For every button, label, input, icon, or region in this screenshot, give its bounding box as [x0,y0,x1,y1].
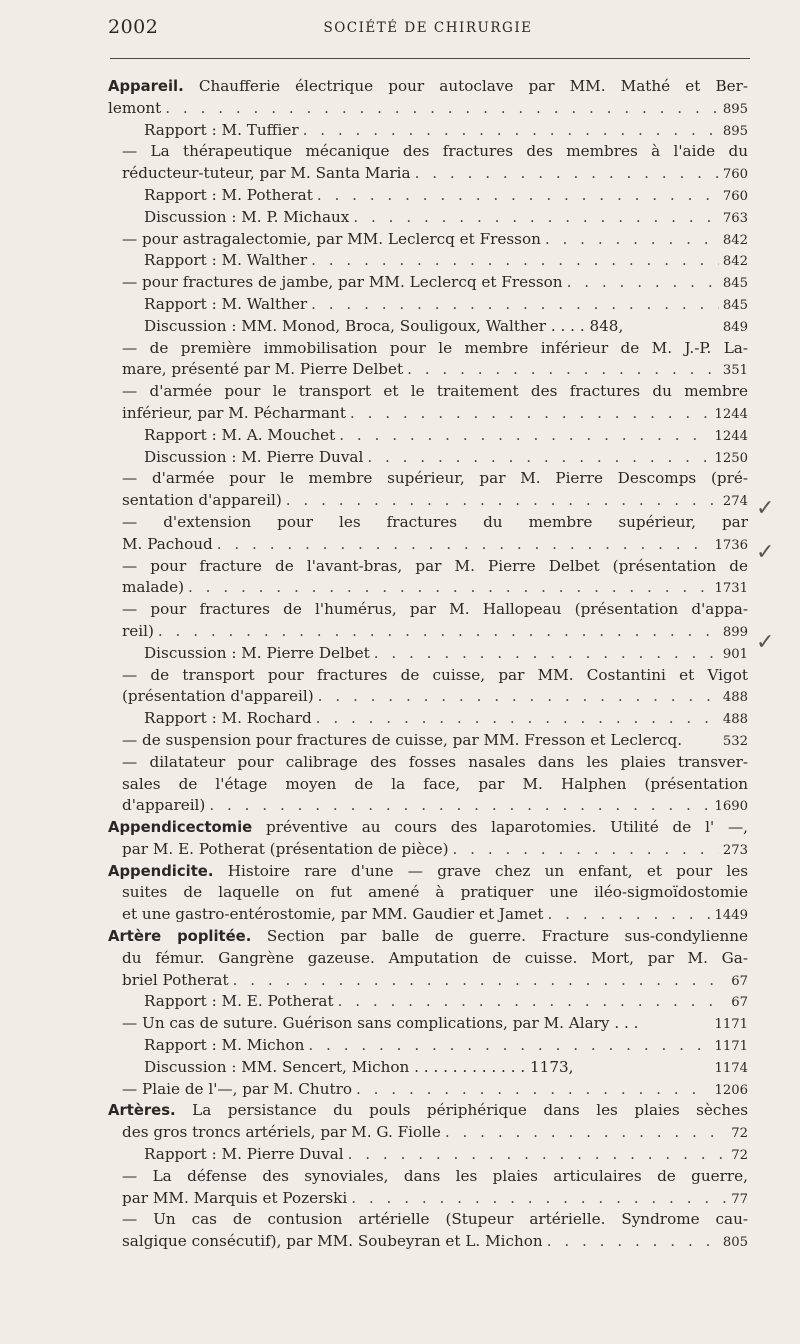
index-line [108,1231,748,1253]
page-reference: 842 [722,232,748,248]
index-text: — pour fractures de jambe, par MM. Leclercq et Fresson [122,273,563,292]
index-text: — Un cas de contusion artérielle (Stupeur artérielle. Syndrome cau- [122,1210,748,1229]
index-line [108,1079,748,1101]
leader-dots [339,425,710,447]
page-reference: 1736 [714,537,748,553]
index-line-text [108,926,748,948]
index-entries [108,76,748,1253]
index-line [108,512,748,534]
index-text: par MM. Marquis et Pozerski [122,1188,348,1207]
index-line-text [122,1209,748,1231]
leader-dots [367,447,710,469]
index-line-text [144,294,307,316]
index-line [108,839,748,861]
index-line [108,163,748,185]
index-line-text [122,970,229,992]
page-reference: 1174 [714,1060,748,1076]
index-heading: Appendicite. [108,862,214,880]
index-text: — de suspension pour fractures de cuisse, par MM. Fresson et Leclercq. [122,730,683,749]
page-reference: 77 [731,1191,748,1207]
index-heading: Appareil. [108,78,184,95]
leader-dots [353,207,718,229]
index-text: reil) [122,621,154,640]
index-line [108,316,748,338]
page-reference: 895 [722,101,748,117]
index-line-text [122,686,314,708]
page-header [108,14,748,46]
index-text: (présentation d'appareil) [122,687,314,706]
index-line-text [144,185,313,207]
index-line [108,185,748,207]
index-line [108,774,748,796]
leader-dots [188,577,710,599]
index-text: Rapport : M. Potherat [144,185,313,204]
index-line [108,338,748,360]
index-line-text [144,708,312,730]
index-text: Section par balle de guerre. Fracture sus-condylienne [251,927,748,946]
index-text: et une gastro-entérostomie, par MM. Gaudier et Jamet [122,905,544,924]
index-text: — La thérapeutique mécanique des fractures des membres à l'aide du [122,142,748,161]
page-reference: 1206 [714,1082,748,1098]
page-reference: 72 [731,1126,748,1142]
index-line [108,1166,748,1188]
index-line [108,686,748,708]
index-text: salgique consécutif), par MM. Soubeyran et L. Michon [122,1232,543,1251]
index-text: sales de l'étage moyen de la face, par M. Halphen (présentation [122,774,748,793]
index-text: — Un cas de suture. Guérison sans complications, par M. Alary . . . [122,1014,639,1033]
index-heading: Artère poplitée. [108,928,252,946]
index-line-text [122,381,748,403]
index-text: La persistance du pouls périphérique dans les plaies sèches [175,1101,748,1120]
index-text: Discussion : MM. Monod, Broca, Souligoux, Walther . . . . 848, [144,316,624,335]
index-text: Rapport : M. E. Potherat [144,992,334,1011]
index-heading: Appendicectomie [108,819,253,837]
index-line [108,141,748,163]
index-line [108,621,748,643]
page-reference: 760 [722,188,748,204]
leader-dots [311,250,719,272]
index-text: Histoire rare d'une — grave chez un enfant, et pour les [213,861,748,880]
index-line [108,752,748,774]
index-line [108,250,748,272]
index-text: d'appareil) [122,796,206,815]
index-line [108,1188,748,1210]
index-line-text [122,621,154,643]
index-line [108,359,748,381]
index-text: Chaufferie électrique pour autoclave par MM. Mathé et Ber- [183,77,748,95]
page-reference: 1731 [714,581,748,597]
index-text: M. Pachoud [122,534,213,553]
index-line-text [122,1079,352,1101]
index-line-text [108,817,748,839]
index-line [108,861,748,883]
index-line [108,1209,748,1231]
index-text: mare, présenté par M. Pierre Delbet [122,360,404,379]
page-reference: 488 [722,690,748,706]
leader-dots [351,1188,727,1210]
index-line-text [144,207,349,229]
index-line [108,1013,748,1035]
index-text: — pour astragalectomie, par MM. Leclercq et Fresson [122,229,541,248]
index-line-text [122,403,346,425]
index-line [108,207,748,229]
index-text: inférieur, par M. Pécharmant [122,403,346,422]
index-line [108,1100,748,1122]
page-reference: 895 [722,123,748,139]
leader-dots [158,621,719,643]
page-reference: 72 [731,1148,748,1164]
index-line-text [122,512,748,534]
index-line-text [144,991,334,1013]
page-reference: 274 [722,494,748,510]
page-reference: 849 [722,319,748,335]
index-line-text [122,774,748,796]
index-line [108,98,748,120]
index-text: préventive au cours des laparotomies. Utilité de l' —, [252,818,748,837]
leader-dots [548,904,711,926]
index-line [108,991,748,1013]
leader-dots [547,1231,719,1253]
page-reference: 1250 [714,450,748,466]
leader-dots [209,795,710,817]
index-line-text [122,338,748,360]
index-line-text [122,795,205,817]
index-text: Rapport : M. A. Mouchet [144,425,336,444]
index-line-text [122,272,563,294]
page-reference: 805 [722,1235,748,1251]
index-line [108,294,748,316]
index-line [108,1144,748,1166]
leader-dots [217,534,711,556]
leader-dots [318,686,719,708]
index-line-text [122,599,748,621]
index-line-text [122,1122,441,1144]
page-reference: 488 [722,712,748,728]
page-reference: 351 [722,363,748,379]
index-text: Rapport : M. Michon [144,1036,305,1055]
page-reference: 1449 [714,908,748,924]
index-line-text [144,250,307,272]
page-reference: 1171 [714,1039,748,1055]
index-line-text [122,882,748,904]
pencil-check-mark-icon: ✓ [756,496,775,521]
index-line [108,381,748,403]
index-line-text [144,1035,304,1057]
index-line-text [122,490,282,512]
page-reference: 273 [722,842,748,858]
index-line [108,730,748,752]
index-line-text [122,948,748,970]
index-text: — d'extension pour les fractures du membre supérieur, par [122,512,748,531]
leader-dots [453,839,719,861]
leader-dots [350,403,711,425]
index-line-text [122,534,213,556]
index-line-text [144,316,623,338]
index-line [108,665,748,687]
pencil-check-mark-icon: ✓ [756,540,775,565]
page-reference: 1244 [714,428,748,444]
index-text: Rapport : M. Pierre Duval [144,1145,344,1164]
index-line [108,1122,748,1144]
index-line-text [108,76,748,98]
index-text: — La défense des synoviales, dans les plaies articulaires de guerre, [122,1166,748,1185]
index-line-text [122,904,544,926]
index-text: — pour fractures de l'humérus, par M. Hallopeau (présentation d'appa- [122,600,748,619]
index-line [108,817,748,839]
index-text: lemont [108,98,162,117]
leader-dots [165,98,719,120]
index-line-text [122,730,682,752]
index-line [108,970,748,992]
index-line [108,1035,748,1057]
index-line [108,534,748,556]
index-text: Rapport : M. Walther [144,251,308,270]
page-reference: 899 [722,624,748,640]
index-line-text [122,839,449,861]
leader-dots [317,185,719,207]
index-text: — pour fracture de l'avant-bras, par M. Pierre Delbet (présentation de [122,556,748,575]
page-reference: 763 [722,210,748,226]
index-line-text [122,1231,543,1253]
index-line [108,795,748,817]
index-line [108,229,748,251]
index-text: Discussion : M. Pierre Delbet [144,643,370,662]
page-number: 2002 [108,16,159,38]
index-line [108,904,748,926]
leader-dots [374,643,719,665]
index-line [108,425,748,447]
leader-dots [356,1079,710,1101]
pencil-check-mark-icon: ✓ [756,630,775,655]
index-line [108,599,748,621]
index-line-text [122,752,748,774]
page-reference: 67 [731,995,748,1011]
index-text: Rapport : M. Rochard [144,709,312,728]
index-heading: Artères. [108,1102,176,1120]
index-line-text [122,229,541,251]
index-text: Discussion : M. Pierre Duval [144,447,364,466]
running-title: SOCIÉTÉ DE CHIRURGIE [323,20,533,36]
index-line-text [122,1013,638,1035]
leader-dots [316,708,719,730]
index-text: malade) [122,578,185,597]
page-reference: 842 [722,254,748,270]
index-line [108,120,748,142]
leader-dots [567,272,719,294]
index-line-text [122,665,748,687]
index-line-text [122,556,748,578]
index-line-text [122,359,403,381]
index-line-text [108,1100,748,1122]
index-text: — de transport pour fractures de cuisse, par MM. Costantini et Vigot [122,665,748,684]
index-line [108,76,748,98]
index-line [108,948,748,970]
leader-dots [308,1035,710,1057]
index-text: sentation d'appareil) [122,491,282,510]
index-text: Rapport : M. Walther [144,294,308,313]
index-line [108,468,748,490]
index-line-text [108,98,161,120]
index-line [108,708,748,730]
page-reference: 1244 [714,406,748,422]
leader-dots [415,163,719,185]
index-line-text [108,861,748,883]
index-text: des gros troncs artériels, par M. G. Fiolle [122,1123,441,1142]
index-text: briel Potherat [122,970,229,989]
index-text: Discussion : M. P. Michaux [144,207,350,226]
index-line [108,643,748,665]
page-reference: 1171 [714,1017,748,1033]
index-text: du fémur. Gangrène gazeuse. Amputation de cuisse. Mort, par M. Ga- [122,948,748,967]
leader-dots [407,359,719,381]
index-line [108,490,748,512]
page-reference: 532 [722,733,748,749]
index-line [108,272,748,294]
page-reference: 845 [722,297,748,313]
index-line [108,882,748,904]
index-line-text [144,425,335,447]
index-line-text [122,1166,748,1188]
index-text: suites de laquelle on fut amené à pratiquer une iléo-sigmoïdostomie [122,883,748,902]
index-text: — d'armée pour le transport et le traitement des fractures du membre [122,382,748,401]
leader-dots [311,294,719,316]
index-line-text [122,141,748,163]
index-line-text [122,1188,347,1210]
index-line [108,447,748,469]
index-line-text [122,163,411,185]
index-text: — dilatateur pour calibrage des fosses nasales dans les plaies transver- [122,752,748,771]
index-line [108,556,748,578]
index-line [108,1057,748,1079]
index-line [108,403,748,425]
page-reference: 1690 [714,799,748,815]
page-reference: 67 [731,973,748,989]
index-text: Rapport : M. Tuffier [144,120,299,139]
index-text: — Plaie de l'—, par M. Chutro [122,1079,352,1098]
index-line [108,577,748,599]
index-line-text [144,447,363,469]
index-text: Discussion : MM. Sencert, Michon . . . . . . . . . . . . 1173, [144,1057,574,1076]
index-line-text [144,1057,574,1079]
index-line-text [144,120,299,142]
index-line-text [144,643,370,665]
header-rule [110,58,750,59]
leader-dots [445,1122,727,1144]
index-text: — de première immobilisation pour le membre inférieur de M. J.-P. La- [122,338,748,357]
page-reference: 845 [722,276,748,292]
page-reference: 760 [722,167,748,183]
page-reference: 901 [722,646,748,662]
leader-dots [303,120,719,142]
index-text: — d'armée pour le membre supérieur, par M. Pierre Descomps (pré- [122,469,748,488]
leader-dots [545,229,719,251]
index-text: réducteur-tuteur, par M. Santa Maria [122,164,411,183]
index-line-text [122,577,184,599]
index-line [108,926,748,948]
leader-dots [286,490,719,512]
index-text: par M. E. Potherat (présentation de pièce) [122,839,449,858]
leader-dots [233,970,728,992]
index-line-text [122,468,748,490]
leader-dots [338,991,728,1013]
leader-dots [348,1144,728,1166]
index-line-text [144,1144,344,1166]
